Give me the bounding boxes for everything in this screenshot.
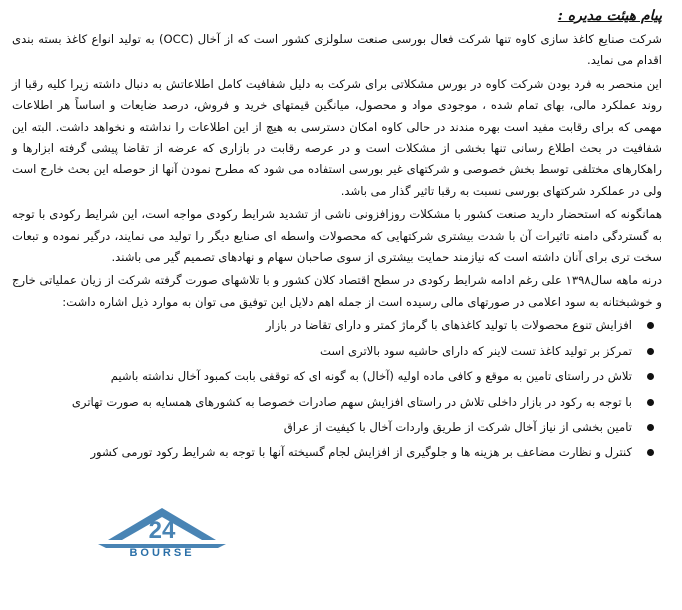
paragraph-company-intro: شرکت صنایع کاغذ سازی کاوه تنها شرکت فعال بورسی صنعت سلولزی کشور است که از آخال (OCC) به تولید انواع کاغذ بسته بندی اقدام می نماید.	[12, 32, 662, 68]
list-item-text: تامین بخشی از نیاز آخال شرکت از طریق واردات آخال با کیفیت از عراق	[283, 419, 632, 434]
logo-brand-text: BOURSE	[129, 547, 195, 559]
board-message-heading: پیام هیئت مدیره :	[557, 8, 662, 24]
success-factors-list	[12, 315, 662, 463]
list-item-text: تلاش در راستای تامین به موقع و کافی ماده اولیه (آخال) به گونه ای که توقفی بابت کمبود آخال نداشته باشیم	[110, 369, 632, 384]
list-item-text: تمرکز بر تولید کاغذ تست لاینر که دارای حاشیه سود بالاتری است	[319, 343, 632, 358]
list-item	[12, 417, 632, 438]
logo-emblem-icon	[98, 508, 226, 548]
paragraph-transparency: این منحصر به فرد بودن شرکت کاوه در بورس مشکلاتی برای شرکت به دلیل شفافیت کامل اطلاعاتش به دنبال داشته زیرا کلیه رقبا از روند عملکرد مالی، بهای تمام شده ، موجودی مواد و محصول، میانگین قیمتهای خرید و فروش، درصد ضایعات و اساساً هر اطلاعات مهمی که برای رقابت مفید است بهره مندند در حالی کاوه امکان دسترسی به هیچ از این اطلاعات را نداشته و نخواهد داشت. البته این شفافیت در بحث اطلاع رسانی تنها بخشی از مشکلات است و در عرصه رقابت در بازاری که عرضه از تقاضا پیشی گرفته ابزارها و راهکارهای مختلفی توسط بخش خصوصی و شرکتهای غیر بورسی استفاده می شود که مطرح نمودن آنها از حوصله این بحث خارج است ولی در عملکرد شرکتهای بورسی نسبت به رقبا تاثیر گذار می باشد.	[12, 76, 662, 198]
list-item	[12, 366, 632, 387]
bullet-icon	[647, 348, 654, 355]
list-item-text: کنترل و نظارت مضاعف بر هزینه ها و جلوگیری از افزایش لجام گسیخته آنها با توجه به شرایط رکود تورمی کشور	[90, 445, 632, 460]
paragraph-recession: همانگونه که استحضار دارید صنعت کشور با مشکلات روزافزونی ناشی از تشدید شرایط رکودی مواجه است، این شرایط رکودی با توجه به گستردگی دامنه تاثیرات آن با شدت بیشتری شرکتهایی که محصولات واسطه ای صنایع دیگر را تولید می نمایند، درگیر نموده و تبعات سخت تری برای آنان داشته است که نیازمند حمایت بیشتری از سوی صاحبان سهام و نهادهای تصمیم گیر می باشند.	[12, 207, 662, 265]
list-item-text: افزایش تنوع محصولات با تولید کاغذهای با گرماژ کمتر و دارای تقاضا در بازار	[265, 318, 632, 333]
paragraph-nine-months: درنه ماهه سال۱۳۹۸ علی رغم ادامه شرایط رکودی در سطح اقتصاد کلان کشور و با تلاشهای صورت گرفته شرکت از زیان عملیاتی خارج و خوشبختانه به سود اعلامی در صورتهای مالی رسیده است از جمله اهم دلایل این توفیق می توان به موارد ذیل اشاره داشت:	[12, 273, 662, 309]
list-item	[12, 341, 632, 362]
bullet-icon	[647, 424, 654, 431]
logo-number: 24	[148, 517, 176, 544]
list-item	[12, 442, 632, 463]
bourse24-watermark-logo	[78, 500, 246, 562]
bullet-icon	[647, 373, 654, 380]
list-item	[12, 392, 632, 413]
list-item	[12, 315, 632, 336]
list-item-text: با توجه به رکود در بازار داخلی تلاش در راستای افزایش سهم صادرات خصوصا به کشورهای همسایه به صورت تهاتری	[71, 394, 632, 409]
bullet-icon	[647, 449, 654, 456]
bullet-icon	[647, 322, 654, 329]
bullet-icon	[647, 399, 654, 406]
